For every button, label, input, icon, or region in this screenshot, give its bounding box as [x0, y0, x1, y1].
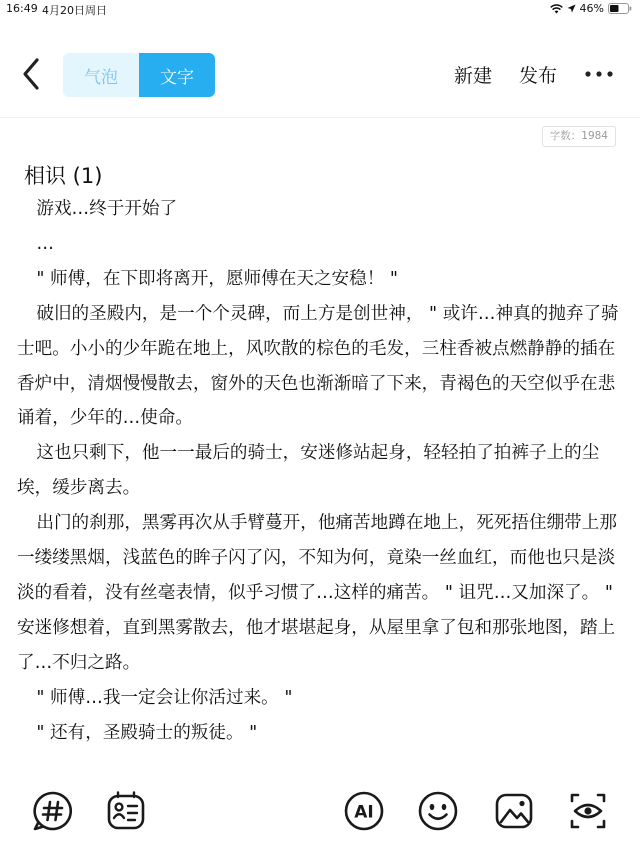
image-button[interactable]	[492, 789, 536, 833]
emoji-button[interactable]	[416, 789, 460, 833]
battery-percent: 46%	[579, 2, 604, 15]
location-arrow-icon	[567, 4, 576, 13]
publish-button[interactable]: 发布	[519, 65, 558, 87]
editor-toolbar	[0, 48, 640, 100]
more-button[interactable]	[584, 62, 614, 86]
status-time: 16:49	[6, 2, 38, 15]
contact-card-icon	[104, 789, 148, 833]
tab-bubble[interactable]: 气泡	[63, 53, 139, 97]
body-paragraph: " 还有，圣殿骑士的叛徒。 "	[36, 722, 258, 743]
back-button[interactable]	[18, 56, 48, 92]
battery-icon	[608, 3, 632, 14]
status-bar	[0, 0, 640, 18]
contact-card-button[interactable]	[104, 789, 148, 833]
hashtag-icon	[31, 789, 75, 833]
word-count-badge: 字数：1984	[542, 126, 616, 147]
more-dots-icon	[584, 62, 614, 86]
toolbar-divider	[0, 117, 640, 118]
article-title[interactable]: 相识 (1)	[24, 164, 103, 188]
image-icon	[492, 789, 536, 833]
body-paragraph: 这也只剩下，他一一最后的骑士，安迷修站起身，轻轻拍了拍裤子上的尘埃，缓步离去。	[17, 443, 600, 499]
status-date: 4月20日周日	[42, 4, 107, 17]
ai-button[interactable]	[342, 789, 386, 833]
ai-label: AI	[354, 802, 374, 823]
preview-eye-icon	[566, 789, 610, 833]
emoji-icon	[416, 789, 460, 833]
body-paragraph: 破旧的圣殿内，是一个个灵碑，而上方是创世神， " 或许…神真的抛弃了骑士吧。小小的少年跪在地上，风吹散的棕色的毛发，三柱香被点燃静静的插在香炉中，清烟慢慢散去，窗外的天色也渐渐暗了下来，青褐色的天空似乎在悲诵着，少年的…使命。	[17, 303, 619, 429]
ai-icon	[342, 789, 386, 833]
new-button[interactable]: 新建	[454, 65, 493, 87]
chevron-left-icon	[18, 56, 48, 92]
tab-text[interactable]: 文字	[139, 53, 215, 97]
article-body[interactable]	[17, 192, 623, 768]
preview-button[interactable]	[566, 789, 610, 833]
body-paragraph: …	[36, 233, 54, 254]
status-right	[550, 2, 632, 15]
body-paragraph: " 师傅…我一定会让你活过来。 "	[36, 687, 293, 708]
wifi-icon	[550, 4, 563, 14]
mode-segmented-control	[63, 53, 215, 97]
bottom-toolbar	[0, 785, 640, 841]
hashtag-button[interactable]	[31, 789, 75, 833]
body-paragraph: " 师傅，在下即将离开，愿师傅在天之安稳！ "	[36, 268, 399, 289]
body-paragraph: 游戏…终于开始了	[36, 199, 178, 219]
body-paragraph: 出门的刹那，黑雾再次从手臂蔓开，他痛苦地蹲在地上，死死捂住绷带上那一缕缕黑烟，浅蓝色的眸子闪了闪，不知为何，竟染一丝血红，而他也只是淡淡的看着，没有丝毫表情，似乎习惯了…这样的痛苦。 " 诅咒…又加深了。 " 安迷修想着，直到黑雾散去，他才堪堪起身，从屋里拿了包和那张地图，踏上了…不归之路。	[17, 513, 617, 673]
